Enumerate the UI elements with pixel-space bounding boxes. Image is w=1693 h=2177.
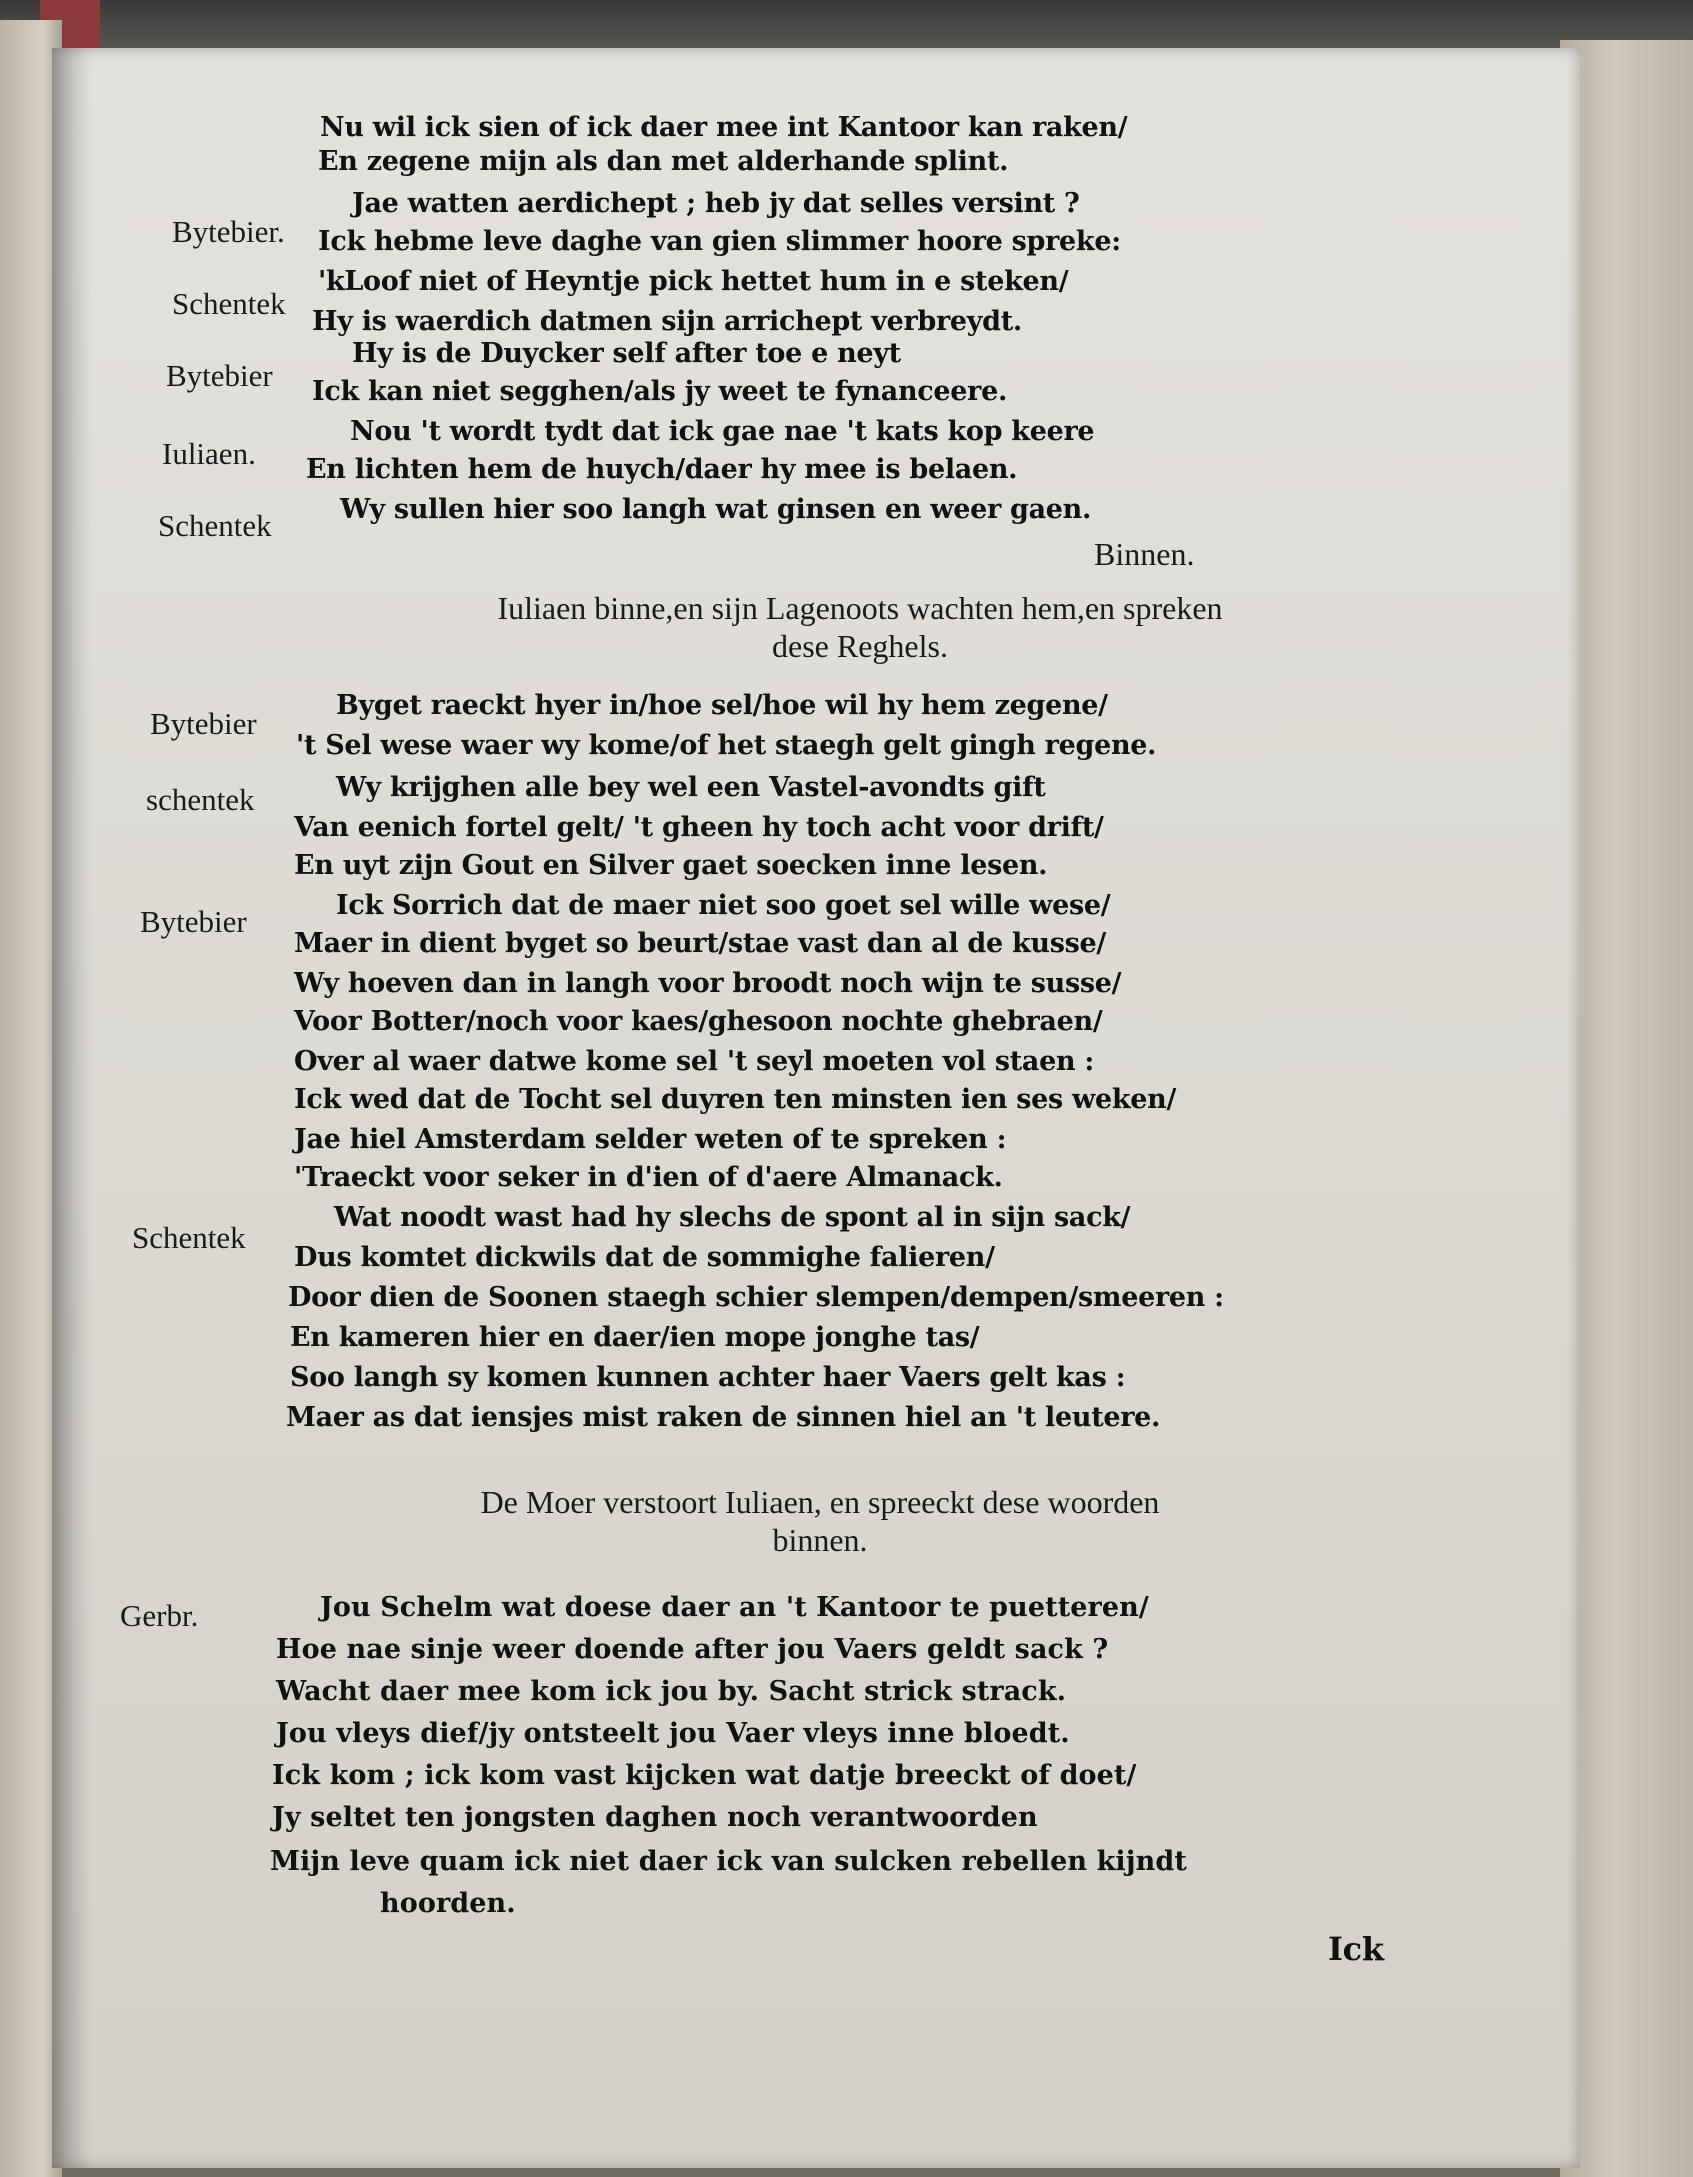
verse-line: Wy hoeven dan in langh voor broodt noch wijn te susse/ <box>294 968 1122 999</box>
speaker-label: Gerbr. <box>120 1598 199 1633</box>
verse-line: Maer in dient byget so beurt/stae vast dan al de kusse/ <box>294 928 1106 959</box>
speaker-label: Bytebier. <box>172 214 285 249</box>
speaker-label: Schentek <box>158 508 272 543</box>
verse-line: Jou vleys dief/jy ontsteelt jou Vaer vleys inne bloedt. <box>276 1718 1070 1749</box>
speaker-label: Schentek <box>132 1220 246 1255</box>
verse-line: Mijn leve quam ick niet daer ick van sulcken rebellen kijndt <box>270 1846 1187 1877</box>
verse-line: Voor Botter/noch voor kaes/ghesoon nochte ghebraen/ <box>294 1006 1103 1037</box>
verse-line: 't Sel wese waer wy kome/of het staegh gelt gingh regene. <box>296 730 1157 761</box>
speaker-label: schentek <box>146 782 255 817</box>
speaker-label: Bytebier <box>150 706 257 741</box>
speaker-label: Bytebier <box>166 358 273 393</box>
speaker-label: Schentek <box>172 286 286 321</box>
verse-line: En uyt zijn Gout en Silver gaet soecken inne lesen. <box>294 850 1048 881</box>
verse-line: Ick hebme leve daghe van gien slimmer hoore spreke: <box>318 226 1121 257</box>
speaker-label: Iuliaen. <box>162 436 256 471</box>
verse-line: Soo langh sy komen kunnen achter haer Vaers gelt kas : <box>290 1362 1126 1393</box>
verse-line: Van eenich fortel gelt/ 't gheen hy toch acht voor drift/ <box>294 812 1104 843</box>
verse-line: Wy sullen hier soo langh wat ginsen en weer gaen. <box>340 494 1092 525</box>
verse-line: En lichten hem de huych/daer hy mee is belaen. <box>306 454 1018 485</box>
verse-line: Hoe nae sinje weer doende after jou Vaers geldt sack ? <box>276 1634 1109 1665</box>
stage-direction-line: dese Reghels. <box>772 628 948 664</box>
verse-line: Wy krijghen alle bey wel een Vastel-avondts gift <box>336 772 1046 803</box>
verse-line: En kameren hier en daer/ien mope jonghe tas/ <box>290 1322 980 1353</box>
verse-line: Byget raeckt hyer in/hoe sel/hoe wil hy hem zegene/ <box>336 690 1108 721</box>
verse-line: Jae hiel Amsterdam selder weten of te spreken : <box>294 1124 1007 1155</box>
gutter-shadow <box>52 48 92 2168</box>
stage-direction-line: Iuliaen binne,en sijn Lagenoots wachten hem,en spreken <box>497 590 1223 626</box>
verse-line: 'Traeckt voor seker in d'ien of d'aere Almanack. <box>294 1162 1003 1193</box>
catchword: Ick <box>1328 1930 1384 1968</box>
verse-line: Over al waer datwe kome sel 't seyl moeten vol staen : <box>294 1046 1095 1077</box>
verse-line: Hy is de Duycker self after toe e neyt <box>352 338 901 369</box>
verse-line: Door dien de Soonen staegh schier slempen/dempen/smeeren : <box>288 1282 1224 1313</box>
verse-line: 'kLoof niet of Heyntje pick hettet hum in e steken/ <box>318 266 1069 297</box>
verse-line: Hy is waerdich datmen sijn arrichept verbreydt. <box>312 306 1022 337</box>
verse-line: Ick wed dat de Tocht sel duyren ten minsten ien ses weken/ <box>294 1084 1177 1115</box>
exit-direction: Binnen. <box>1094 536 1195 572</box>
verse-line: Ick Sorrich dat de maer niet soo goet sel wille wese/ <box>336 890 1111 921</box>
verse-line: Wacht daer mee kom ick jou by. Sacht strick strack. <box>276 1676 1067 1707</box>
verse-line: Ick kan niet segghen/als jy weet te fynanceere. <box>312 376 1008 407</box>
stage-direction-line: De Moer verstoort Iuliaen, en spreeckt dese woorden <box>480 1484 1160 1520</box>
verse-line: Jy seltet ten jongsten daghen noch verantwoorden <box>272 1802 1038 1833</box>
verse-line: Jae watten aerdichept ; heb jy dat selles versint ? <box>352 188 1080 219</box>
verse-line: Jou Schelm wat doese daer an 't Kantoor te puetteren/ <box>320 1592 1149 1623</box>
verse-line: Wat noodt wast had hy slechs de spont al in sijn sack/ <box>334 1202 1131 1233</box>
verse-line: En zegene mijn als dan met alderhande splint. <box>318 146 1009 177</box>
verse-line: Nou 't wordt tydt dat ick gae nae 't kats kop keere <box>350 416 1095 447</box>
verse-line: hoorden. <box>380 1888 516 1919</box>
verse-line: Maer as dat iensjes mist raken de sinnen hiel an 't leutere. <box>286 1402 1161 1433</box>
speaker-label: Bytebier <box>140 904 247 939</box>
stage-direction-line: binnen. <box>772 1522 868 1558</box>
verse-line: Nu wil ick sien of ick daer mee int Kantoor kan raken/ <box>320 112 1128 143</box>
verse-line: Ick kom ; ick kom vast kijcken wat datje breeckt of doet/ <box>272 1760 1137 1791</box>
verse-line: Dus komtet dickwils dat de sommighe falieren/ <box>294 1242 995 1273</box>
